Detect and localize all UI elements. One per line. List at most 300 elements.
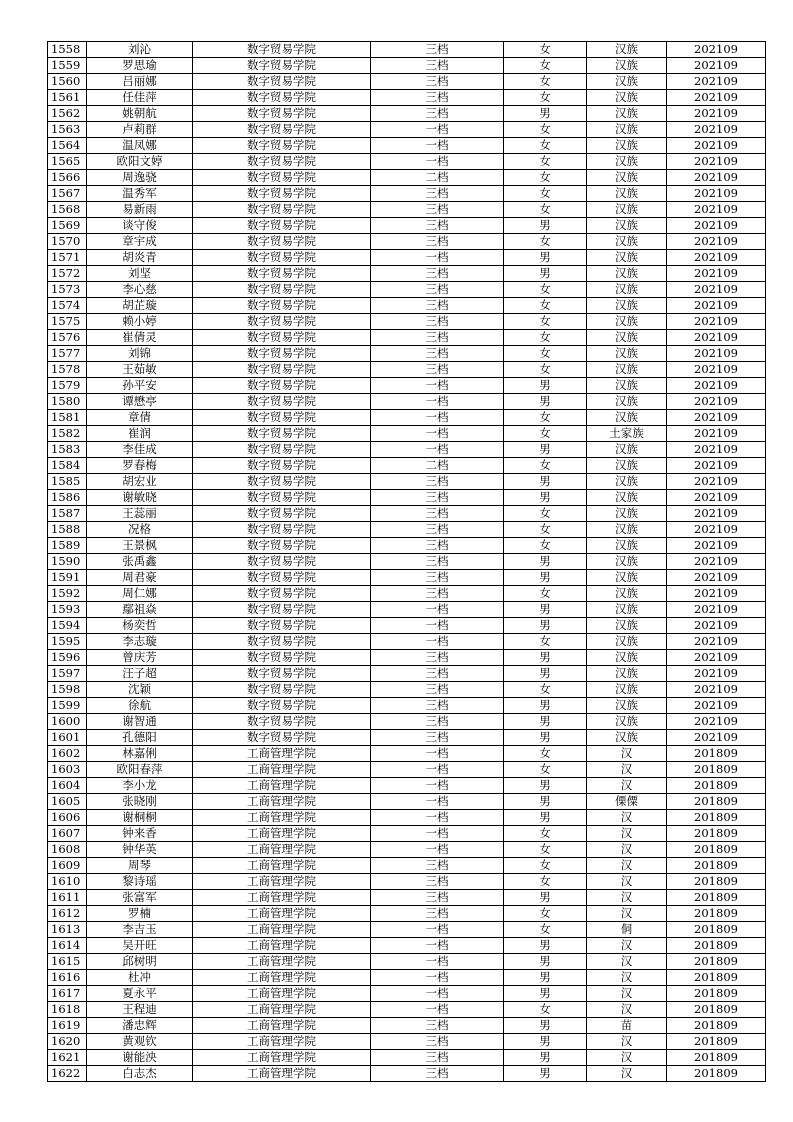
enrollment-cell: 201809 xyxy=(667,1002,766,1018)
enrollment-cell: 202109 xyxy=(667,218,766,234)
ethnicity-cell: 汉族 xyxy=(587,458,667,474)
ethnicity-cell: 汉 xyxy=(587,842,667,858)
college-cell: 数字贸易学院 xyxy=(193,570,371,586)
enrollment-cell: 202109 xyxy=(667,346,766,362)
student-name-cell: 王蕊丽 xyxy=(87,506,193,522)
enrollment-cell: 202109 xyxy=(667,554,766,570)
gender-cell: 女 xyxy=(504,842,587,858)
table-row xyxy=(48,426,766,442)
ethnicity-cell: 汉 xyxy=(587,1050,667,1066)
student-name-cell: 任佳萍 xyxy=(87,90,193,106)
gender-cell: 男 xyxy=(504,1018,587,1034)
college-cell: 数字贸易学院 xyxy=(193,602,371,618)
table-row xyxy=(48,378,766,394)
student-name-cell: 吴开旺 xyxy=(87,938,193,954)
college-cell: 工商管理学院 xyxy=(193,922,371,938)
gender-cell: 女 xyxy=(504,858,587,874)
enrollment-cell: 202109 xyxy=(667,186,766,202)
table-row xyxy=(48,186,766,202)
student-name-cell: 刘沁 xyxy=(87,42,193,58)
row-number-cell: 1604 xyxy=(48,778,87,794)
row-number-cell: 1590 xyxy=(48,554,87,570)
college-cell: 数字贸易学院 xyxy=(193,650,371,666)
grade-level-cell: 三档 xyxy=(371,666,504,682)
row-number-cell: 1583 xyxy=(48,442,87,458)
gender-cell: 男 xyxy=(504,218,587,234)
table-row xyxy=(48,170,766,186)
gender-cell: 男 xyxy=(504,970,587,986)
enrollment-cell: 202109 xyxy=(667,266,766,282)
row-number-cell: 1613 xyxy=(48,922,87,938)
table-row xyxy=(48,554,766,570)
student-name-cell: 周逸骁 xyxy=(87,170,193,186)
table-row xyxy=(48,250,766,266)
enrollment-cell: 202109 xyxy=(667,410,766,426)
ethnicity-cell: 汉 xyxy=(587,970,667,986)
student-name-cell: 谢桐桐 xyxy=(87,810,193,826)
row-number-cell: 1592 xyxy=(48,586,87,602)
ethnicity-cell: 汉族 xyxy=(587,474,667,490)
row-number-cell: 1619 xyxy=(48,1018,87,1034)
gender-cell: 男 xyxy=(504,954,587,970)
grade-level-cell: 三档 xyxy=(371,1018,504,1034)
student-name-cell: 黄观钦 xyxy=(87,1034,193,1050)
enrollment-cell: 201809 xyxy=(667,810,766,826)
ethnicity-cell: 汉族 xyxy=(587,634,667,650)
grade-level-cell: 三档 xyxy=(371,282,504,298)
row-number-cell: 1617 xyxy=(48,986,87,1002)
gender-cell: 女 xyxy=(504,1002,587,1018)
ethnicity-cell: 汉 xyxy=(587,874,667,890)
table-row xyxy=(48,986,766,1002)
enrollment-cell: 202109 xyxy=(667,506,766,522)
student-name-cell: 杜冲 xyxy=(87,970,193,986)
table-row xyxy=(48,234,766,250)
student-name-cell: 周琴 xyxy=(87,858,193,874)
enrollment-cell: 201809 xyxy=(667,858,766,874)
row-number-cell: 1559 xyxy=(48,58,87,74)
gender-cell: 女 xyxy=(504,282,587,298)
enrollment-cell: 202109 xyxy=(667,650,766,666)
enrollment-cell: 202109 xyxy=(667,714,766,730)
college-cell: 数字贸易学院 xyxy=(193,426,371,442)
ethnicity-cell: 汉族 xyxy=(587,618,667,634)
college-cell: 数字贸易学院 xyxy=(193,42,371,58)
grade-level-cell: 三档 xyxy=(371,858,504,874)
grade-level-cell: 三档 xyxy=(371,522,504,538)
gender-cell: 男 xyxy=(504,554,587,570)
student-name-cell: 张禹鑫 xyxy=(87,554,193,570)
enrollment-cell: 202109 xyxy=(667,586,766,602)
enrollment-cell: 202109 xyxy=(667,378,766,394)
grade-level-cell: 三档 xyxy=(371,650,504,666)
student-name-cell: 曾庆芳 xyxy=(87,650,193,666)
grade-level-cell: 三档 xyxy=(371,186,504,202)
enrollment-cell: 202109 xyxy=(667,282,766,298)
row-number-cell: 1563 xyxy=(48,122,87,138)
table-row xyxy=(48,922,766,938)
college-cell: 工商管理学院 xyxy=(193,778,371,794)
enrollment-cell: 202109 xyxy=(667,122,766,138)
enrollment-cell: 202109 xyxy=(667,202,766,218)
student-name-cell: 黎诗瑶 xyxy=(87,874,193,890)
enrollment-cell: 202109 xyxy=(667,490,766,506)
gender-cell: 女 xyxy=(504,234,587,250)
enrollment-cell: 202109 xyxy=(667,42,766,58)
student-name-cell: 李志璇 xyxy=(87,634,193,650)
college-cell: 工商管理学院 xyxy=(193,938,371,954)
college-cell: 工商管理学院 xyxy=(193,954,371,970)
row-number-cell: 1565 xyxy=(48,154,87,170)
student-name-cell: 王程迪 xyxy=(87,1002,193,1018)
row-number-cell: 1589 xyxy=(48,538,87,554)
ethnicity-cell: 汉族 xyxy=(587,314,667,330)
gender-cell: 女 xyxy=(504,74,587,90)
ethnicity-cell: 汉族 xyxy=(587,698,667,714)
table-row xyxy=(48,122,766,138)
row-number-cell: 1564 xyxy=(48,138,87,154)
row-number-cell: 1606 xyxy=(48,810,87,826)
student-name-cell: 孔德阳 xyxy=(87,730,193,746)
student-name-cell: 谈守俊 xyxy=(87,218,193,234)
table-row xyxy=(48,266,766,282)
college-cell: 工商管理学院 xyxy=(193,906,371,922)
gender-cell: 女 xyxy=(504,362,587,378)
ethnicity-cell: 汉族 xyxy=(587,570,667,586)
ethnicity-cell: 汉族 xyxy=(587,58,667,74)
grade-level-cell: 三档 xyxy=(371,1034,504,1050)
ethnicity-cell: 汉族 xyxy=(587,250,667,266)
ethnicity-cell: 汉族 xyxy=(587,282,667,298)
ethnicity-cell: 汉族 xyxy=(587,666,667,682)
table-row xyxy=(48,74,766,90)
student-name-cell: 孙平安 xyxy=(87,378,193,394)
table-row xyxy=(48,298,766,314)
enrollment-cell: 202109 xyxy=(667,58,766,74)
row-number-cell: 1612 xyxy=(48,906,87,922)
enrollment-cell: 202109 xyxy=(667,90,766,106)
student-name-cell: 章倩 xyxy=(87,410,193,426)
gender-cell: 女 xyxy=(504,186,587,202)
table-row xyxy=(48,938,766,954)
college-cell: 数字贸易学院 xyxy=(193,218,371,234)
table-row xyxy=(48,1050,766,1066)
grade-level-cell: 一档 xyxy=(371,970,504,986)
table-row xyxy=(48,570,766,586)
grade-level-cell: 三档 xyxy=(371,586,504,602)
ethnicity-cell: 汉族 xyxy=(587,266,667,282)
ethnicity-cell: 侗 xyxy=(587,922,667,938)
ethnicity-cell: 汉族 xyxy=(587,522,667,538)
gender-cell: 女 xyxy=(504,522,587,538)
ethnicity-cell: 汉族 xyxy=(587,394,667,410)
student-list-table xyxy=(47,41,766,1082)
table-row xyxy=(48,586,766,602)
student-name-cell: 张富军 xyxy=(87,890,193,906)
ethnicity-cell: 傈僳 xyxy=(587,794,667,810)
student-name-cell: 崔润 xyxy=(87,426,193,442)
college-cell: 数字贸易学院 xyxy=(193,682,371,698)
ethnicity-cell: 汉族 xyxy=(587,330,667,346)
gender-cell: 男 xyxy=(504,714,587,730)
ethnicity-cell: 汉族 xyxy=(587,202,667,218)
grade-level-cell: 一档 xyxy=(371,602,504,618)
student-name-cell: 李吉玉 xyxy=(87,922,193,938)
college-cell: 数字贸易学院 xyxy=(193,474,371,490)
gender-cell: 男 xyxy=(504,490,587,506)
row-number-cell: 1560 xyxy=(48,74,87,90)
grade-level-cell: 一档 xyxy=(371,842,504,858)
college-cell: 数字贸易学院 xyxy=(193,554,371,570)
gender-cell: 男 xyxy=(504,650,587,666)
table-row xyxy=(48,138,766,154)
table-row xyxy=(48,890,766,906)
student-name-cell: 崔倩灵 xyxy=(87,330,193,346)
row-number-cell: 1561 xyxy=(48,90,87,106)
gender-cell: 女 xyxy=(504,314,587,330)
enrollment-cell: 201809 xyxy=(667,890,766,906)
enrollment-cell: 202109 xyxy=(667,458,766,474)
gender-cell: 女 xyxy=(504,330,587,346)
gender-cell: 女 xyxy=(504,922,587,938)
row-number-cell: 1573 xyxy=(48,282,87,298)
ethnicity-cell: 汉族 xyxy=(587,714,667,730)
college-cell: 工商管理学院 xyxy=(193,986,371,1002)
gender-cell: 女 xyxy=(504,58,587,74)
gender-cell: 女 xyxy=(504,138,587,154)
row-number-cell: 1622 xyxy=(48,1066,87,1082)
college-cell: 工商管理学院 xyxy=(193,874,371,890)
student-name-cell: 李心慈 xyxy=(87,282,193,298)
table-row xyxy=(48,746,766,762)
row-number-cell: 1603 xyxy=(48,762,87,778)
row-number-cell: 1611 xyxy=(48,890,87,906)
grade-level-cell: 三档 xyxy=(371,346,504,362)
row-number-cell: 1591 xyxy=(48,570,87,586)
table-row xyxy=(48,810,766,826)
college-cell: 数字贸易学院 xyxy=(193,394,371,410)
college-cell: 工商管理学院 xyxy=(193,810,371,826)
enrollment-cell: 202109 xyxy=(667,426,766,442)
college-cell: 数字贸易学院 xyxy=(193,362,371,378)
grade-level-cell: 三档 xyxy=(371,570,504,586)
enrollment-cell: 201809 xyxy=(667,1034,766,1050)
gender-cell: 女 xyxy=(504,506,587,522)
table-row xyxy=(48,778,766,794)
college-cell: 工商管理学院 xyxy=(193,1066,371,1082)
row-number-cell: 1567 xyxy=(48,186,87,202)
row-number-cell: 1575 xyxy=(48,314,87,330)
ethnicity-cell: 汉族 xyxy=(587,650,667,666)
student-name-cell: 白志杰 xyxy=(87,1066,193,1082)
ethnicity-cell: 汉 xyxy=(587,810,667,826)
table-row xyxy=(48,490,766,506)
gender-cell: 女 xyxy=(504,90,587,106)
enrollment-cell: 202109 xyxy=(667,570,766,586)
gender-cell: 男 xyxy=(504,794,587,810)
student-name-cell: 刘锦 xyxy=(87,346,193,362)
college-cell: 数字贸易学院 xyxy=(193,538,371,554)
gender-cell: 男 xyxy=(504,1066,587,1082)
college-cell: 数字贸易学院 xyxy=(193,634,371,650)
table-row xyxy=(48,906,766,922)
enrollment-cell: 201809 xyxy=(667,986,766,1002)
grade-level-cell: 三档 xyxy=(371,74,504,90)
ethnicity-cell: 汉族 xyxy=(587,730,667,746)
enrollment-cell: 201809 xyxy=(667,778,766,794)
row-number-cell: 1605 xyxy=(48,794,87,810)
student-name-cell: 罗楠 xyxy=(87,906,193,922)
student-name-cell: 吕丽娜 xyxy=(87,74,193,90)
student-name-cell: 温凤娜 xyxy=(87,138,193,154)
gender-cell: 男 xyxy=(504,106,587,122)
row-number-cell: 1579 xyxy=(48,378,87,394)
grade-level-cell: 一档 xyxy=(371,410,504,426)
grade-level-cell: 二档 xyxy=(371,170,504,186)
gender-cell: 女 xyxy=(504,42,587,58)
grade-level-cell: 三档 xyxy=(371,538,504,554)
student-name-cell: 易新雨 xyxy=(87,202,193,218)
gender-cell: 男 xyxy=(504,890,587,906)
grade-level-cell: 三档 xyxy=(371,890,504,906)
table-row xyxy=(48,458,766,474)
student-name-cell: 王景枫 xyxy=(87,538,193,554)
college-cell: 数字贸易学院 xyxy=(193,490,371,506)
enrollment-cell: 202109 xyxy=(667,602,766,618)
table-row xyxy=(48,1018,766,1034)
gender-cell: 男 xyxy=(504,810,587,826)
row-number-cell: 1570 xyxy=(48,234,87,250)
ethnicity-cell: 汉族 xyxy=(587,538,667,554)
gender-cell: 女 xyxy=(504,746,587,762)
row-number-cell: 1558 xyxy=(48,42,87,58)
college-cell: 工商管理学院 xyxy=(193,1018,371,1034)
row-number-cell: 1597 xyxy=(48,666,87,682)
college-cell: 工商管理学院 xyxy=(193,1002,371,1018)
enrollment-cell: 201809 xyxy=(667,1018,766,1034)
ethnicity-cell: 汉族 xyxy=(587,602,667,618)
grade-level-cell: 一档 xyxy=(371,1002,504,1018)
ethnicity-cell: 汉族 xyxy=(587,586,667,602)
enrollment-cell: 201809 xyxy=(667,954,766,970)
college-cell: 数字贸易学院 xyxy=(193,506,371,522)
gender-cell: 男 xyxy=(504,618,587,634)
ethnicity-cell: 汉族 xyxy=(587,682,667,698)
table-row xyxy=(48,954,766,970)
grade-level-cell: 一档 xyxy=(371,634,504,650)
gender-cell: 女 xyxy=(504,906,587,922)
table-row xyxy=(48,970,766,986)
row-number-cell: 1607 xyxy=(48,826,87,842)
ethnicity-cell: 汉 xyxy=(587,762,667,778)
grade-level-cell: 一档 xyxy=(371,762,504,778)
college-cell: 工商管理学院 xyxy=(193,762,371,778)
table-row xyxy=(48,538,766,554)
ethnicity-cell: 汉 xyxy=(587,746,667,762)
ethnicity-cell: 汉族 xyxy=(587,378,667,394)
college-cell: 数字贸易学院 xyxy=(193,170,371,186)
row-number-cell: 1608 xyxy=(48,842,87,858)
table-row xyxy=(48,506,766,522)
enrollment-cell: 202109 xyxy=(667,666,766,682)
enrollment-cell: 201809 xyxy=(667,842,766,858)
row-number-cell: 1595 xyxy=(48,634,87,650)
college-cell: 工商管理学院 xyxy=(193,890,371,906)
grade-level-cell: 三档 xyxy=(371,90,504,106)
student-name-cell: 胡芷璇 xyxy=(87,298,193,314)
row-number-cell: 1581 xyxy=(48,410,87,426)
grade-level-cell: 三档 xyxy=(371,58,504,74)
college-cell: 数字贸易学院 xyxy=(193,442,371,458)
gender-cell: 女 xyxy=(504,122,587,138)
gender-cell: 男 xyxy=(504,570,587,586)
enrollment-cell: 202109 xyxy=(667,234,766,250)
grade-level-cell: 三档 xyxy=(371,490,504,506)
student-name-cell: 邱树明 xyxy=(87,954,193,970)
gender-cell: 男 xyxy=(504,986,587,1002)
student-name-cell: 李小龙 xyxy=(87,778,193,794)
college-cell: 数字贸易学院 xyxy=(193,282,371,298)
table-row xyxy=(48,714,766,730)
grade-level-cell: 一档 xyxy=(371,954,504,970)
row-number-cell: 1609 xyxy=(48,858,87,874)
table-row xyxy=(48,698,766,714)
table-row xyxy=(48,346,766,362)
row-number-cell: 1569 xyxy=(48,218,87,234)
enrollment-cell: 202109 xyxy=(667,474,766,490)
grade-level-cell: 三档 xyxy=(371,234,504,250)
ethnicity-cell: 汉族 xyxy=(587,74,667,90)
row-number-cell: 1618 xyxy=(48,1002,87,1018)
ethnicity-cell: 汉族 xyxy=(587,362,667,378)
college-cell: 数字贸易学院 xyxy=(193,522,371,538)
student-name-cell: 王茹敏 xyxy=(87,362,193,378)
row-number-cell: 1620 xyxy=(48,1034,87,1050)
ethnicity-cell: 汉族 xyxy=(587,154,667,170)
grade-level-cell: 一档 xyxy=(371,810,504,826)
student-name-cell: 沈颖 xyxy=(87,682,193,698)
gender-cell: 女 xyxy=(504,170,587,186)
gender-cell: 男 xyxy=(504,698,587,714)
grade-level-cell: 三档 xyxy=(371,874,504,890)
student-name-cell: 周君豪 xyxy=(87,570,193,586)
gender-cell: 男 xyxy=(504,474,587,490)
table-row xyxy=(48,762,766,778)
ethnicity-cell: 汉 xyxy=(587,938,667,954)
table-row xyxy=(48,650,766,666)
enrollment-cell: 202109 xyxy=(667,74,766,90)
enrollment-cell: 202109 xyxy=(667,698,766,714)
student-name-cell: 张晓刚 xyxy=(87,794,193,810)
student-name-cell: 谢能泱 xyxy=(87,1050,193,1066)
student-name-cell: 鄢祖焱 xyxy=(87,602,193,618)
student-name-cell: 谢敏晓 xyxy=(87,490,193,506)
row-number-cell: 1586 xyxy=(48,490,87,506)
grade-level-cell: 三档 xyxy=(371,106,504,122)
table-row xyxy=(48,730,766,746)
grade-level-cell: 三档 xyxy=(371,1050,504,1066)
enrollment-cell: 202109 xyxy=(667,314,766,330)
gender-cell: 女 xyxy=(504,682,587,698)
gender-cell: 女 xyxy=(504,410,587,426)
enrollment-cell: 201809 xyxy=(667,826,766,842)
table-row xyxy=(48,474,766,490)
ethnicity-cell: 汉族 xyxy=(587,138,667,154)
student-name-cell: 罗春梅 xyxy=(87,458,193,474)
table-row xyxy=(48,90,766,106)
ethnicity-cell: 汉族 xyxy=(587,90,667,106)
grade-level-cell: 一档 xyxy=(371,154,504,170)
